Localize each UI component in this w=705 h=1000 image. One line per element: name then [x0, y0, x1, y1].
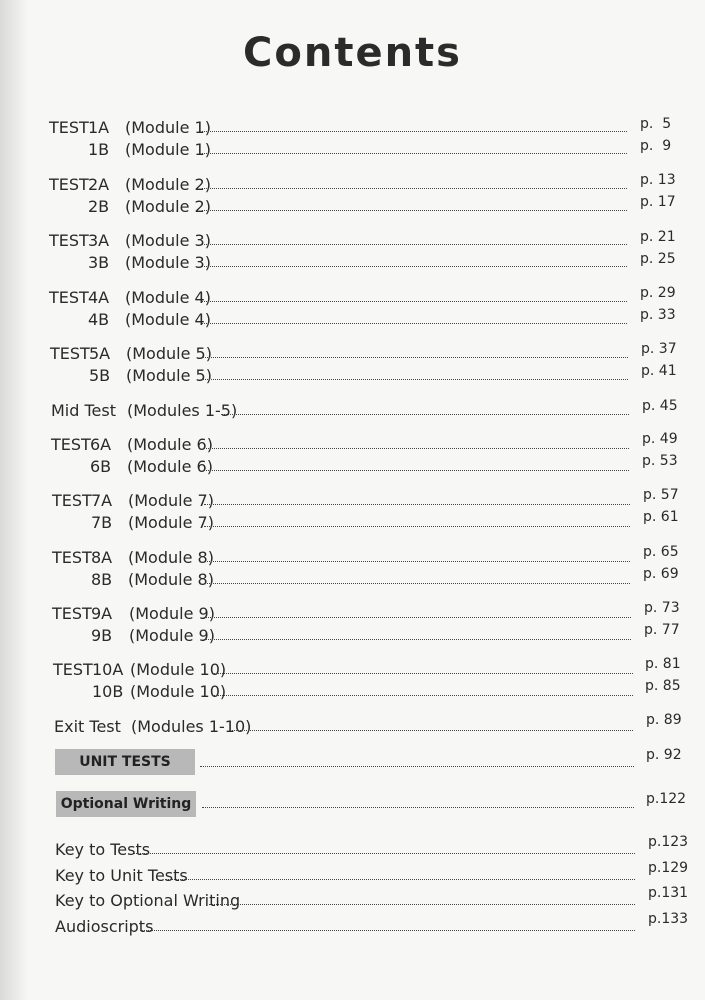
toc-test-label: TEST: [50, 344, 90, 363]
toc-test-number: 3B: [88, 253, 110, 272]
toc-leader-dots: [214, 673, 633, 674]
toc-page-number: p. 61: [643, 509, 679, 525]
toc-page-number: p. 45: [642, 398, 678, 414]
toc-test-number: 6B: [90, 457, 112, 476]
toc-key-label: Key to Optional Writing: [55, 891, 241, 910]
toc-test-label: Exit Test: [54, 717, 121, 736]
toc-test-label: TEST: [49, 231, 89, 250]
toc-module: (Module 6): [127, 457, 213, 476]
toc-page-number: p. 77: [644, 622, 680, 638]
toc-module: (Modules 1-10): [131, 717, 252, 736]
toc-leader-dots: [202, 357, 628, 358]
toc-page-number: p. 25: [640, 251, 676, 267]
toc-test-number: 4A: [88, 288, 110, 307]
toc-page-number: p. 41: [641, 363, 677, 379]
toc-leader-dots: [202, 244, 627, 245]
toc-page-number: p. 53: [642, 453, 678, 469]
toc-test-label: TEST: [52, 604, 92, 623]
toc-module: (Module 7): [128, 491, 214, 510]
toc-test-number: 8A: [91, 548, 113, 567]
toc-test-number: 8B: [91, 570, 113, 589]
toc-test-number: 3A: [88, 231, 110, 250]
toc-page-number: p. 33: [640, 307, 676, 323]
toc-page-number: p. 89: [646, 712, 682, 728]
toc-key-label: Audioscripts: [55, 917, 154, 936]
toc-test-number: 1A: [88, 118, 110, 137]
toc-leader-dots: [134, 853, 635, 854]
toc-module: (Module 6): [127, 435, 213, 454]
toc-test-number: 2A: [88, 175, 110, 194]
toc-leader-dots: [204, 504, 630, 505]
toc-module: (Module 8): [128, 570, 214, 589]
toc-page-number: p. 5: [640, 116, 672, 132]
toc-test-number: 7B: [91, 513, 113, 532]
toc-leader-dots: [202, 188, 627, 189]
toc-test-label: TEST: [53, 660, 93, 679]
toc-page-number: p. 29: [640, 285, 676, 301]
toc-test-number: 4B: [88, 310, 110, 329]
toc-module: (Module 8): [128, 548, 214, 567]
toc-leader-dots: [202, 301, 627, 302]
toc-page-number: p. 81: [645, 656, 681, 672]
toc-key-label: Key to Tests: [55, 840, 151, 859]
toc-page-number: p. 37: [641, 341, 677, 357]
toc-page-number: p. 49: [642, 431, 678, 447]
toc-leader-dots: [202, 266, 627, 267]
toc-test-label: TEST: [49, 175, 89, 194]
toc-test-label: TEST: [51, 435, 91, 454]
toc-page-number: p. 65: [643, 544, 679, 560]
toc-leader-dots: [214, 695, 633, 696]
toc-leader-dots: [165, 879, 635, 880]
toc-leader-dots: [221, 414, 629, 415]
toc-module: (Module 1): [125, 118, 211, 137]
toc-page-number: p.122: [646, 791, 687, 807]
toc-page-number: p. 92: [646, 747, 682, 763]
toc-test-label: Mid Test: [51, 401, 116, 420]
toc-leader-dots: [204, 583, 630, 584]
toc-page-number: p. 9: [640, 138, 672, 154]
toc-leader-dots: [202, 153, 627, 154]
toc-module: (Module 3): [125, 253, 211, 272]
toc-leader-dots: [204, 561, 630, 562]
toc-module: (Module 10): [130, 660, 227, 679]
toc-module: (Module 1): [125, 140, 211, 159]
toc-module: (Module 2): [125, 175, 211, 194]
toc-page-number: p. 73: [644, 600, 680, 616]
toc-page-number: p.123: [648, 834, 689, 850]
toc-test-number: 6A: [90, 435, 112, 454]
toc-leader-dots: [204, 526, 630, 527]
toc-page-number: p. 57: [643, 487, 679, 503]
toc-test-label: TEST: [52, 548, 92, 567]
toc-page-number: p. 17: [640, 194, 676, 210]
page-title: Contents: [243, 30, 462, 76]
toc-leader-dots: [205, 617, 631, 618]
toc-leader-dots: [202, 379, 628, 380]
toc-leader-dots: [203, 448, 629, 449]
optional-writing-label-box: Optional Writing: [56, 791, 196, 817]
toc-module: (Module 5): [126, 366, 212, 385]
toc-module: (Module 7): [128, 513, 214, 532]
toc-leader-dots: [202, 131, 627, 132]
toc-leader-dots: [205, 639, 631, 640]
toc-key-label: Key to Unit Tests: [55, 866, 188, 885]
toc-page-number: p.131: [648, 885, 689, 901]
toc-module: (Module 9): [129, 626, 215, 645]
toc-test-number: 7A: [91, 491, 113, 510]
toc-module: (Module 10): [130, 682, 227, 701]
toc-module: (Module 9): [129, 604, 215, 623]
toc-leader-dots: [200, 766, 634, 767]
toc-test-number: 9B: [91, 626, 113, 645]
toc-leader-dots: [209, 904, 635, 905]
toc-test-label: TEST: [49, 118, 89, 137]
toc-leader-dots: [202, 210, 627, 211]
toc-module: (Module 5): [126, 344, 212, 363]
toc-module: (Module 4): [125, 288, 211, 307]
toc-module: (Modules 1-5): [127, 401, 238, 420]
toc-leader-dots: [202, 323, 627, 324]
toc-module: (Module 4): [125, 310, 211, 329]
toc-page-number: p. 69: [643, 566, 679, 582]
toc-test-number: 1B: [88, 140, 110, 159]
toc-page-number: p. 85: [645, 678, 681, 694]
toc-test-number: 10B: [92, 682, 124, 701]
toc-test-label: TEST: [49, 288, 89, 307]
toc-page-number: p.129: [648, 860, 689, 876]
toc-module: (Module 3): [125, 231, 211, 250]
toc-page-number: p. 13: [640, 172, 676, 188]
toc-leader-dots: [140, 930, 635, 931]
toc-test-label: TEST: [52, 491, 92, 510]
toc-module: (Module 2): [125, 197, 211, 216]
toc-page-number: p.133: [648, 911, 689, 927]
toc-leader-dots: [203, 470, 629, 471]
toc-test-number: 10A: [92, 660, 124, 679]
toc-leader-dots: [202, 807, 634, 808]
unit-tests-label-box: UNIT TESTS: [55, 749, 195, 775]
toc-test-number: 5A: [89, 344, 111, 363]
toc-test-number: 2B: [88, 197, 110, 216]
toc-page-number: p. 21: [640, 229, 676, 245]
toc-test-number: 5B: [89, 366, 111, 385]
toc-test-number: 9A: [91, 604, 113, 623]
toc-leader-dots: [232, 730, 633, 731]
